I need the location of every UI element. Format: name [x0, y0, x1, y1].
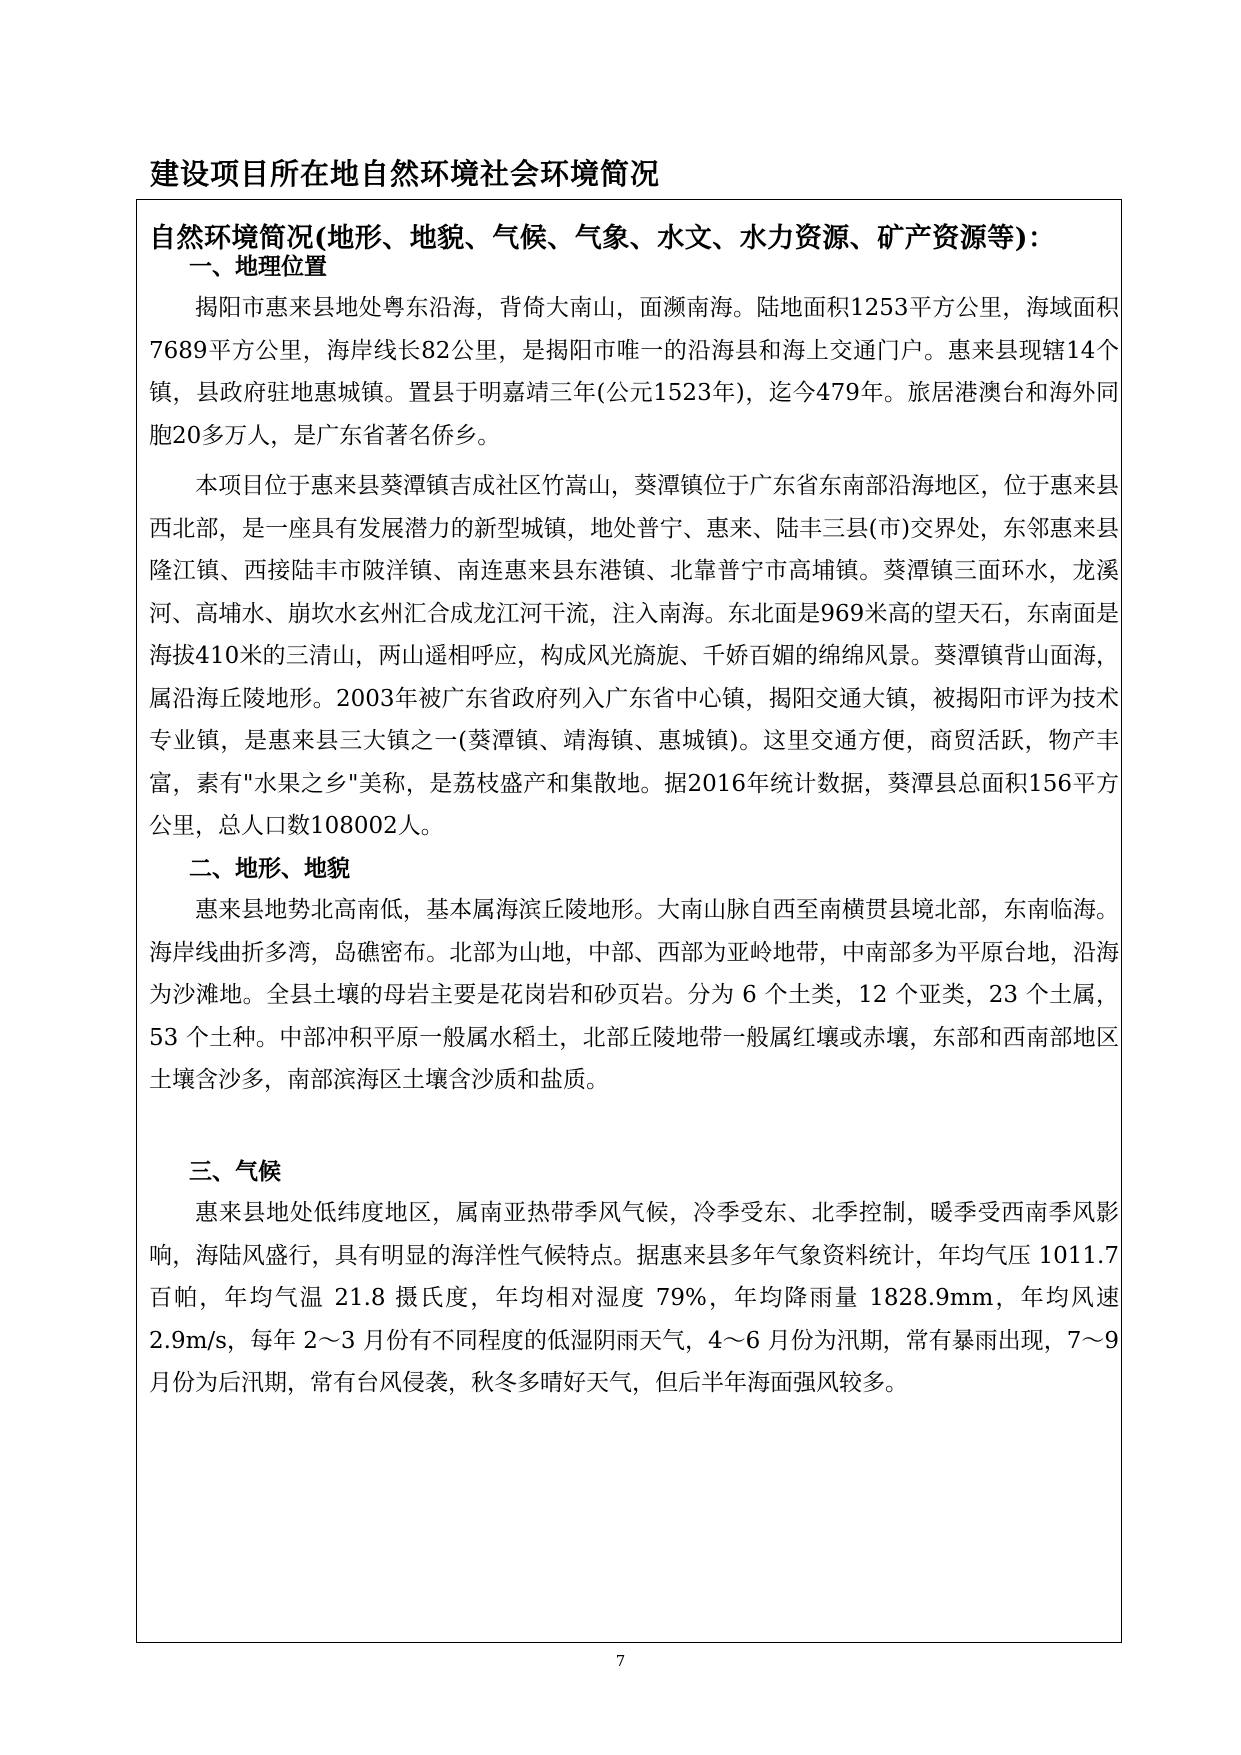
section-title-location: 一、地理位置 [189, 253, 327, 280]
paragraph-location-1: 揭阳市惠来县地处粤东沿海，背倚大南山，面濒南海。陆地面积1253平方公里，海域面积7689平方公里，海岸线长82公里，是揭阳市唯一的沿海县和海上交通门户。惠来县现辖14个镇，县政府驻地惠城镇。置县于明嘉靖三年(公元1523年)，迄今479年。旅居港澳台和海外同胞20多万人，是广东省著名侨乡。 [149, 295, 1119, 449]
paragraph-climate: 惠来县地处低纬度地区，属南亚热带季风气候，冷季受东、北季控制，暖季受西南季风影响，海陆风盛行，具有明显的海洋性气候特点。据惠来县多年气象资料统计，年均气压 1011.7 百帕，年均气温 21.8 摄氏度，年均相对湿度 79%，年均降雨量 1828.9mm，年均风速 2.9m/s，每年 2～3 月份有不同程度的低湿阴雨天气，4～6 月份为汛期，常有暴雨出现，7～9 月份为后汛期，常有台风侵袭，秋冬多晴好天气，但后半年海面强风较多。 [149, 1200, 1119, 1396]
section-title-terrain: 二、地形、地貌 [189, 855, 350, 882]
content-box [136, 199, 1122, 1643]
box-heading: 自然环境简况(地形、地貌、气候、气象、水文、水力资源、矿产资源等)： [149, 223, 1056, 254]
paragraph-location-2: 本项目位于惠来县葵潭镇吉成社区竹嵩山，葵潭镇位于广东省东南部沿海地区，位于惠来县西北部，是一座具有发展潜力的新型城镇，地处普宁、惠来、陆丰三县(市)交界处，东邻惠来县隆江镇、西接陆丰市陂洋镇、南连惠来县东港镇、北靠普宁市高埔镇。葵潭镇三面环水，龙溪河、高埔水、崩坎水玄州汇合成龙江河干流，注入南海。东北面是969米高的望天石，东南面是海拔410米的三清山，两山遥相呼应，构成风光旖旎、千娇百媚的绵绵风景。葵潭镇背山面海，属沿海丘陵地形。2003年被广东省政府列入广东省中心镇，揭阳交通大镇，被揭阳市评为技术专业镇，是惠来县三大镇之一(葵潭镇、靖海镇、惠城镇)。这里交通方便，商贸活跃，物产丰富，素有"水果之乡"美称，是荔枝盛产和集散地。据2016年统计数据，葵潭县总面积156平方公里，总人口数108002人。 [149, 473, 1119, 839]
page-title: 建设项目所在地自然环境社会环境简况 [150, 157, 661, 191]
paragraph-terrain: 惠来县地势北高南低，基本属海滨丘陵地形。大南山脉自西至南横贯县境北部，东南临海。海岸线曲折多湾，岛礁密布。北部为山地，中部、西部为亚岭地带，中南部多为平原台地，沿海为沙滩地。全县土壤的母岩主要是花岗岩和砂页岩。分为 6 个土类，12 个亚类，23 个土属，53 个土种。中部冲积平原一般属水稻土，北部丘陵地带一般属红壤或赤壤，东部和西南部地区土壤含沙多，南部滨海区土壤含沙质和盐质。 [149, 897, 1119, 1093]
section-title-climate: 三、气候 [189, 1158, 281, 1185]
page-number: 7 [615, 1652, 626, 1670]
